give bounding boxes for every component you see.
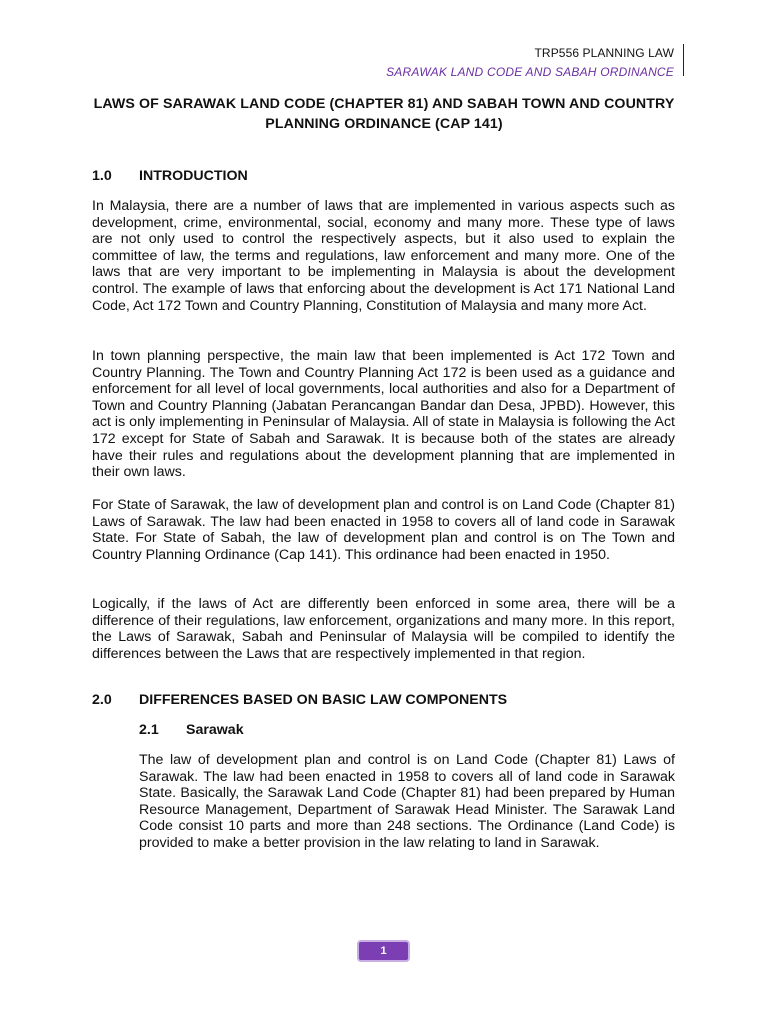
sarawak-paragraph: The law of development plan and control is on Land Code (Chapter 81) Laws of Sarawak. The law had been enacted in 1958 to covers all of land code in Sarawak State. Basically, the Sarawak Land Code (Chapter 81) had been prepared by Human Resource Management, Department of Sarawak Head Minister. The Sarawak Land Code consist 10 parts and more than 248 sections. The Ordinance (Land Code) is provided to make a better provision in the law relating to land in Sarawak. (139, 752, 675, 851)
page-number-badge: 1 (357, 940, 410, 962)
header-divider (683, 44, 684, 76)
intro-paragraph-1: In Malaysia, there are a number of laws that are implemented in various aspects such as development, crime, environmental, social, economy and many more. These type of laws are not only used to control the respectively aspects, but it also used to explain the committee of law, the terms and regulations, law enforcement and many more. One of the laws that are very important to be implementing in Malaysia is about the development control. The example of laws that enforcing about the development is Act 171 National Land Code, Act 172 Town and Country Planning, Constitution of Malaysia and many more Act. (92, 198, 675, 314)
section-1-heading (92, 166, 248, 186)
course-code: TRP556 PLANNING LAW (534, 46, 674, 60)
intro-paragraph-3: For State of Sarawak, the law of development plan and control is on Land Code (Chapter 81) Laws of Sarawak. The law had been enacted in 1958 to covers all of land code in Sarawak State. For State of Sabah, the law of development plan and control is on The Town and Country Planning Ordinance (Cap 141). This ordinance had been enacted in 1950. (92, 497, 675, 563)
subsection-2-1-number: 2.1 (139, 722, 159, 738)
running-header (386, 44, 674, 82)
section-1-title: INTRODUCTION (139, 168, 248, 184)
document-title: LAWS OF SARAWAK LAND CODE (CHAPTER 81) AND SABAH TOWN AND COUNTRY PLANNING ORDINANCE (CAP 141) (93, 96, 675, 132)
section-2-title: DIFFERENCES BASED ON BASIC LAW COMPONENTS (139, 692, 508, 708)
intro-paragraph-4: Logically, if the laws of Act are differently been enforced in some area, there will be a difference of their regulations, law enforcement, organizations and many more. In this report, the Laws of Sarawak, Sabah and Peninsular of Malaysia will be compiled to identify the differences between the Laws that are respectively implemented in that region. (92, 596, 675, 662)
subsection-2-1-heading (139, 720, 244, 740)
header-subtitle: SARAWAK LAND CODE AND SABAH ORDINANCE (386, 65, 674, 79)
subsection-2-1-title: Sarawak (186, 722, 244, 738)
section-2-number: 2.0 (92, 692, 112, 708)
intro-paragraph-2: In town planning perspective, the main law that been implemented is Act 172 Town and Country Planning. The Town and Country Planning Act 172 is been used as a guidance and enforcement for all level of local governments, local authorities and also for a Department of Town and Country Planning (Jabatan Perancangan Bandar dan Desa, JPBD). However, this act is only implementing in Peninsular of Malaysia. All of state in Malaysia is following the Act 172 except for State of Sabah and Sarawak. It is because both of the states are already have their rules and regulations about the development planning that are implemented in their own laws. (92, 348, 675, 481)
section-2-heading (92, 690, 507, 710)
section-1-number: 1.0 (92, 168, 112, 184)
